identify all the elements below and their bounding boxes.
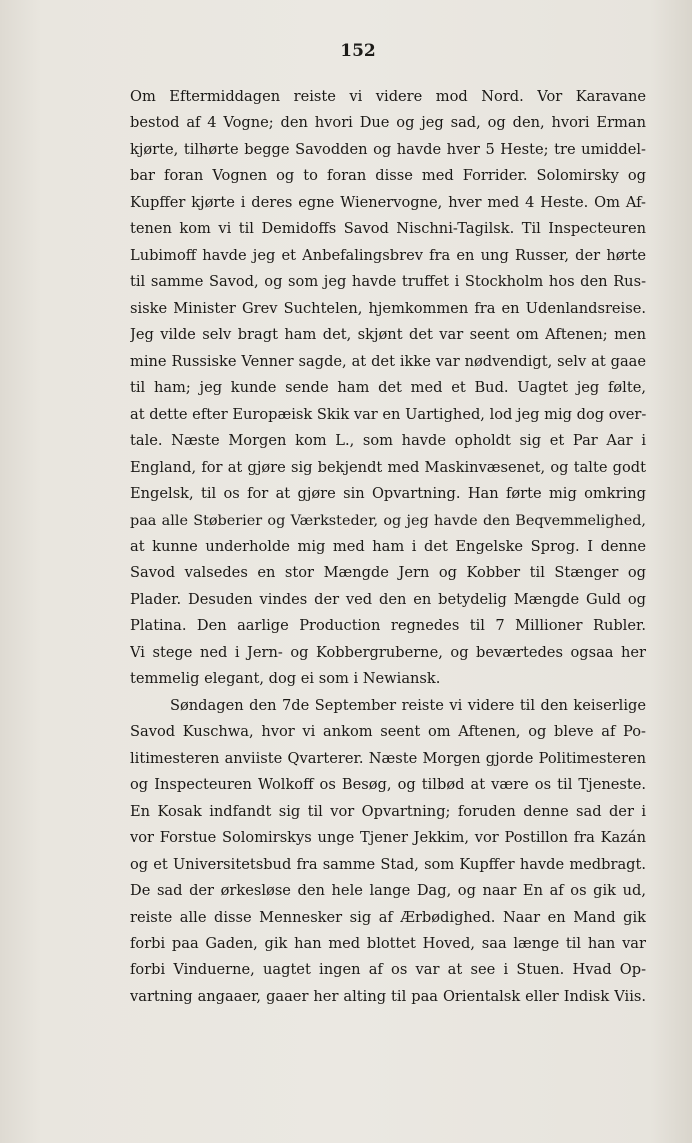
text-line: Engelsk, til os for at gjøre sin Opvartning. Han førte mig omkring: [130, 485, 646, 503]
text-line: siske Minister Grev Suchtelen, hjemkommen fra en Udenlandsreise.: [130, 299, 646, 317]
text-line: Vi stege ned i Jern- og Kobbergruberne, og beværtedes ogsaa her: [130, 643, 646, 661]
text-line: litimesteren anviiste Qvarterer. Næste Morgen gjorde Politimesteren: [130, 749, 646, 767]
text-line: Savod valsedes en stor Mængde Jern og Kobber til Stænger og: [130, 564, 646, 582]
text-line: Lubimoff havde jeg et Anbefalingsbrev fra en ung Russer, der hørte: [130, 246, 646, 264]
text-line: mine Russiske Venner sagde, at det ikke var nødvendigt, selv at gaae: [130, 352, 646, 370]
page-number: 152: [340, 41, 376, 61]
text-line: til ham; jeg kunde sende ham det med et Bud. Uagtet jeg følte,: [130, 379, 646, 397]
text-line: til samme Savod, og som jeg havde truffet i Stockholm hos den Rus-: [130, 273, 646, 291]
text-line: tale. Næste Morgen kom L., som havde opholdt sig et Par Aar i: [130, 432, 646, 450]
text-line: og et Universitetsbud fra samme Stad, som Kupffer havde medbragt.: [130, 855, 646, 873]
text-line: og Inspecteuren Wolkoff os Besøg, og tilbød at være os til Tjeneste.: [130, 776, 646, 794]
text-line: Platina. Den aarlige Production regnedes til 7 Millioner Rubler.: [130, 617, 646, 635]
text-line: Om Eftermiddagen reiste vi videre mod Nord. Vor Karavane: [130, 88, 646, 105]
text-line: Plader. Desuden vindes der ved den en betydelig Mængde Guld og: [130, 590, 646, 608]
body-text: [130, 84, 646, 1010]
text-line: at dette efter Europæisk Skik var en Uartighed, lod jeg mig dog over-: [130, 405, 646, 423]
text-line: kjørte, tilhørte begge Savodden og havde hver 5 Heste; tre umiddel-: [130, 140, 646, 158]
text-line: forbi Vinduerne, uagtet ingen af os var at see i Stuen. Hvad Op-: [130, 961, 646, 979]
text-line: bar foran Vognen og to foran disse med Forrider. Solomirsky og: [130, 167, 646, 185]
text-line: at kunne underholde mig med ham i det Engelske Sprog. I denne: [130, 537, 646, 555]
text-line: reiste alle disse Mennesker sig af Ærbødighed. Naar en Mand gik: [130, 908, 646, 926]
text-line: vartning angaaer, gaaer her alting til paa Orientalsk eller Indisk Viis.: [130, 987, 646, 1005]
text-line: Søndagen den 7de September reiste vi videre til den keiserlige: [170, 696, 646, 714]
text-line: temmelig elegant, dog ei som i Newiansk.: [130, 670, 441, 688]
text-line: vor Forstue Solomirskys unge Tjener Jekkim, vor Postillon fra Kazán: [130, 829, 646, 847]
text-line: En Kosak indfandt sig til vor Opvartning; foruden denne sad der i: [130, 802, 646, 820]
text-line: forbi paa Gaden, gik han med blottet Hoved, saa længe til han var: [130, 935, 646, 952]
text-line: Savod Kuschwa, hvor vi ankom seent om Aftenen, og bleve af Po-: [130, 723, 646, 741]
text-line: England, for at gjøre sig bekjendt med Maskinvæsenet, og talte godt: [130, 458, 646, 476]
text-line: De sad der ørkesløse den hele lange Dag, og naar En af os gik ud,: [130, 882, 646, 900]
text-line: Kupffer kjørte i deres egne Wienervogne, hver med 4 Heste. Om Af-: [130, 193, 646, 211]
text-line: Jeg vilde selv bragt ham det, skjønt det var seent om Aftenen; men: [130, 326, 646, 344]
text-line: tenen kom vi til Demidoffs Savod Nischni-Tagilsk. Til Inspecteuren: [130, 220, 646, 238]
text-line: bestod af 4 Vogne; den hvori Due og jeg sad, og den, hvori Erman: [130, 114, 646, 132]
text-line: paa alle Støberier og Værksteder, og jeg havde den Beqvemmelighed,: [130, 512, 646, 529]
